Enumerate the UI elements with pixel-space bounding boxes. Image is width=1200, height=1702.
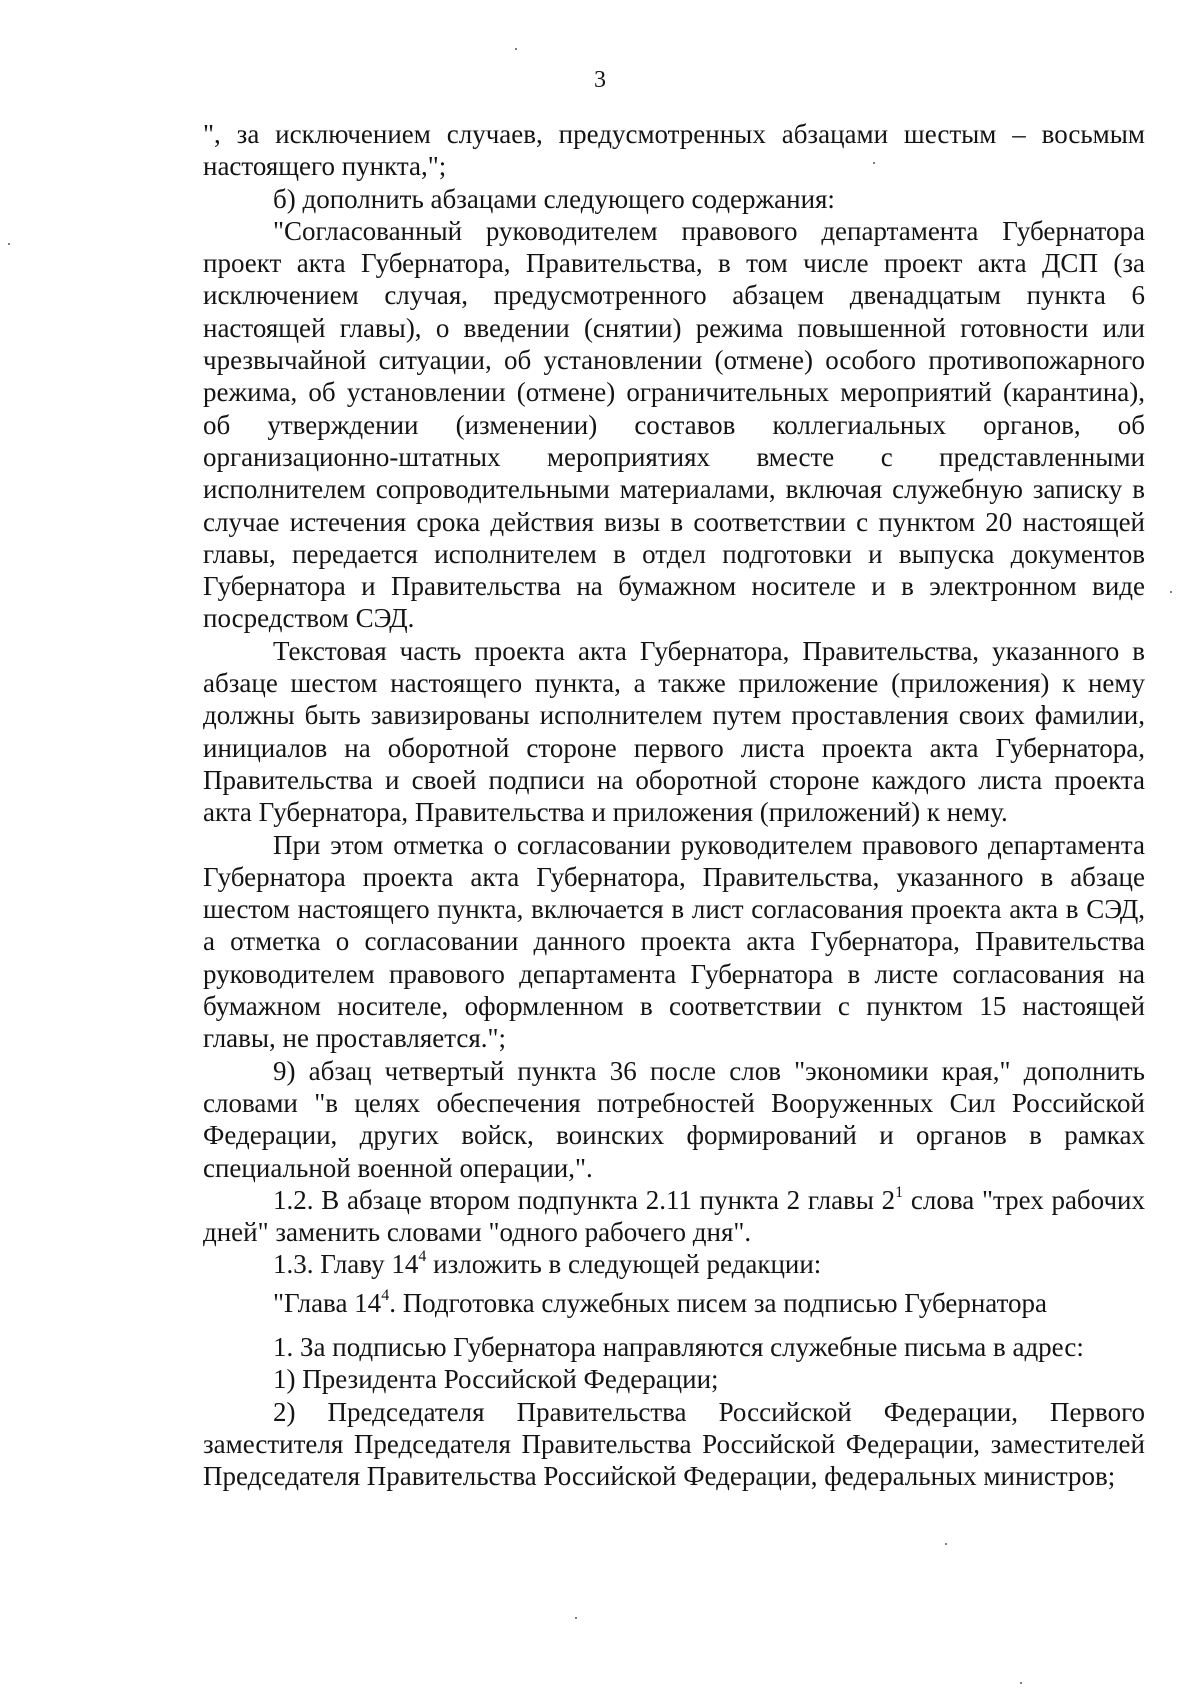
- scan-speck: [945, 1543, 947, 1545]
- paragraph-agreed-draft: "Согласованный руководителем правового департамента Губернатора проект акта Губернатора, Правительства, в том числе проект акта ДСП (за исключением случая, предусмотренного абзацем двенадцатым пункта 6 настоящей главы), о введении (снятии) режима повышенной готовности или чрезвычайной ситуации, об установлении (отмене) особого противопожарного режима, об установлении (отмене) ограничительных мероприятий (карантина), об утверждении (изменении) составов коллегиальных органов, об организационно-штатных мероприятиях вместе с представленными исполнителем сопроводительными материалами, включая служебную записку в случае истечения срока действия визы в соответствии с пунктом 20 настоящей главы, передается исполнителем в отдел подготовки и выпуска документов Губернатора и Правительства на бумажном носителе и в электронном виде посредством СЭД.: [203, 215, 1145, 634]
- paragraph-item-9: 9) абзац четвертый пункта 36 после слов "экономики края," дополнить словами "в целях обеспечения потребностей Вооруженных Сил Российской Федерации, других войск, воинских формирований и органов в рамках специальной военной операции,".: [203, 1055, 1145, 1183]
- list-item-2: 2) Председателя Правительства Российской Федерации, Первого заместителя Председателя Правительства Российской Федерации, заместителей Председателя Правительства Российской Федерации, федеральных министров;: [203, 1396, 1145, 1492]
- scan-speck: [575, 1617, 577, 1619]
- item-1-3-text-end: изложить в следующей редакции:: [426, 1249, 822, 1280]
- list-item-1: 1) Президента Российской Федерации;: [273, 1364, 719, 1395]
- paragraph-continuation: ", за исключением случаев, предусмотренных абзацами шестым – восьмым настоящего пункта,";: [203, 119, 1145, 182]
- chapter-superscript: 1: [895, 1183, 904, 1201]
- chapter-superscript: 4: [381, 1286, 390, 1304]
- scan-speck: [873, 162, 875, 164]
- scan-speck: [515, 48, 517, 50]
- paragraph-subitem-b: б) дополнить абзацами следующего содержания:: [273, 183, 835, 214]
- paragraph-item-1-2: [203, 1184, 1145, 1249]
- chapter-heading-start: "Глава 14: [273, 1287, 382, 1318]
- item-1-2-text-end: слова "трех рабочих дней" заменить словами "одного рабочего дня".: [203, 1184, 1146, 1248]
- paragraph-item-1-3: [203, 1248, 1145, 1280]
- scan-speck: [8, 243, 10, 245]
- chapter-heading: [203, 1287, 1145, 1319]
- paragraph-approval-mark: При этом отметка о согласовании руководителем правового департамента Губернатора проекта акта Губернатора, Правительства, указанного в абзаце шестом настоящего пункта, включается в лист согласования проекта акта в СЭД, а отметка о согласовании данного проекта акта Губернатора, Правительства руководителем правового департамента Губернатора в листе согласования на бумажном носителе, оформленном в соответствии с пунктом 15 настоящей главы, не проставляется.";: [203, 829, 1145, 1054]
- list-item-intro: 1. За подписью Губернатора направляются служебные письма в адрес:: [273, 1331, 1084, 1362]
- paragraph-text-part: Текстовая часть проекта акта Губернатора, Правительства, указанного в абзаце шестом настоящего пункта, а также приложение (приложения) к нему должны быть завизированы исполнителем путем проставления своих фамилии, инициалов на оборотной стороне первого листа проекта акта Губернатора, Правительства и своей подписи на оборотной стороне каждого листа проекта акта Губернатора, Правительства и приложения (приложений) к нему.: [203, 635, 1145, 828]
- scan-speck: [1170, 591, 1172, 593]
- item-1-2-text-start: 1.2. В абзаце втором подпункта 2.11 пункта 2 главы 2: [273, 1184, 896, 1215]
- chapter-heading-end: . Подготовка служебных писем за подписью Губернатора: [389, 1287, 1047, 1318]
- scan-speck: [1020, 1682, 1022, 1684]
- page-number: 3: [594, 67, 606, 93]
- chapter-superscript: 4: [418, 1248, 427, 1266]
- document-body: [203, 118, 1145, 1492]
- item-1-3-text-start: 1.3. Главу 14: [273, 1249, 419, 1280]
